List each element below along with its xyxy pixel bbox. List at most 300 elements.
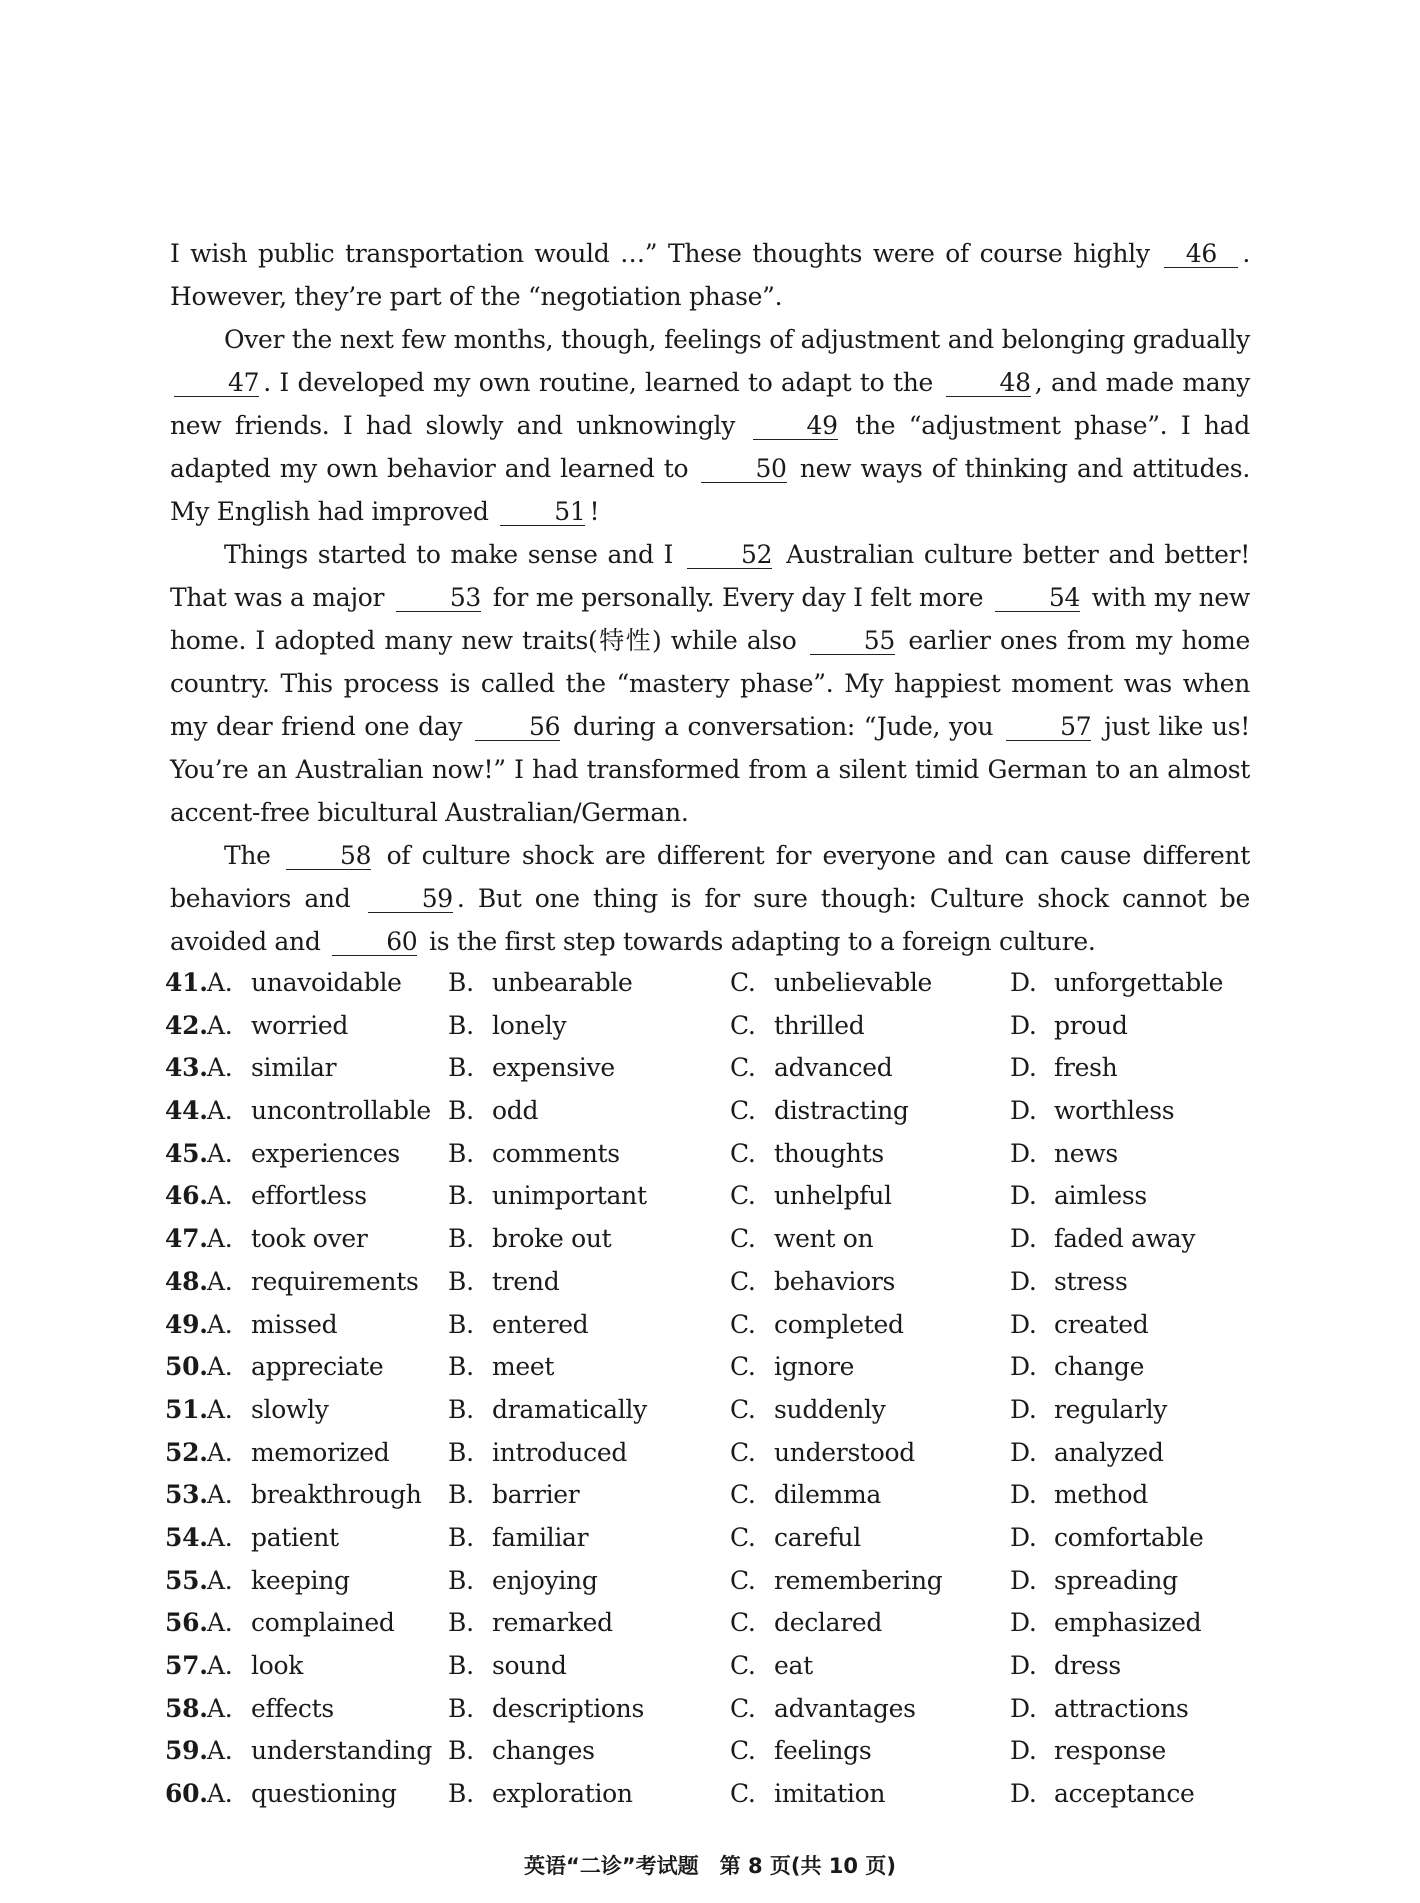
blank-54: 54 [995, 585, 1080, 612]
option-d [1010, 1736, 1166, 1765]
passage-text: , and made many new friends. I had slowly and unknowingly [170, 368, 1250, 440]
option-a [207, 1566, 350, 1595]
question-number: 54. [165, 1522, 208, 1552]
question-number: 56. [165, 1608, 208, 1638]
option-label: D. [1010, 1522, 1037, 1552]
option-label: C. [730, 1565, 756, 1595]
option-d [1010, 1053, 1117, 1082]
option-a [207, 1694, 334, 1723]
option-label: B. [448, 1010, 474, 1040]
passage-text: with my new home. I adopted many new traits(特性) while also [170, 583, 1250, 655]
option-text: analyzed [1054, 1437, 1164, 1467]
option-label: A. [207, 1010, 233, 1040]
passage-text: just like us! You’re an Australian now!” I had transformed from a silent timid German to an almost accent-free bicultural Australian/German. [170, 712, 1250, 827]
option-b [448, 1053, 615, 1082]
option-a [207, 1438, 389, 1467]
option-d [1010, 1181, 1147, 1210]
option-text: look [251, 1651, 304, 1680]
option-label: A. [207, 1779, 233, 1809]
option-label: D. [1010, 1437, 1037, 1467]
option-c [730, 1694, 916, 1723]
option-a [207, 1480, 422, 1509]
question-row [165, 1608, 1265, 1651]
option-b [448, 1694, 644, 1723]
question-number: 58. [165, 1693, 208, 1723]
option-a [207, 1352, 383, 1381]
option-a [207, 1395, 329, 1424]
question-row [165, 1053, 1265, 1096]
question-number: 55. [165, 1565, 208, 1595]
option-label: D. [1010, 1693, 1037, 1723]
option-c [730, 1779, 885, 1808]
blank-50: 50 [701, 456, 786, 483]
option-label: D. [1010, 1651, 1037, 1680]
blank-56: 56 [475, 714, 560, 741]
option-text: spreading [1054, 1565, 1178, 1595]
option-c [730, 1139, 884, 1168]
option-label: D. [1010, 968, 1037, 997]
option-d [1010, 1395, 1167, 1424]
option-text: descriptions [492, 1693, 645, 1723]
option-label: C. [730, 1138, 756, 1168]
answer-options [165, 968, 1265, 1822]
option-b [448, 1438, 627, 1467]
option-d [1010, 1352, 1144, 1381]
option-text: behaviors [774, 1266, 896, 1296]
passage-text: is the first step towards adapting to a foreign culture. [421, 927, 1096, 956]
option-text: exploration [492, 1779, 633, 1809]
option-label: B. [448, 1266, 474, 1296]
option-b [448, 1310, 588, 1339]
option-text: breakthrough [251, 1480, 422, 1510]
option-text: proud [1054, 1010, 1128, 1040]
option-text: questioning [251, 1779, 397, 1809]
question-row [165, 1694, 1265, 1737]
option-label: C. [730, 1779, 756, 1809]
option-text: trend [492, 1266, 560, 1296]
option-label: D. [1010, 1053, 1037, 1083]
blank-51: 51 [500, 499, 585, 526]
option-text: distracting [774, 1096, 909, 1126]
option-d [1010, 1523, 1203, 1552]
option-text: completed [774, 1309, 904, 1339]
passage-text: of culture shock are different for everyone and can cause different behaviors and [170, 841, 1250, 913]
option-text: change [1054, 1352, 1145, 1382]
option-label: C. [730, 1352, 756, 1382]
option-d [1010, 1608, 1201, 1637]
option-text: comfortable [1054, 1522, 1204, 1552]
option-text: unhelpful [774, 1181, 892, 1211]
option-a [207, 1736, 432, 1765]
option-label: D. [1010, 1309, 1037, 1339]
question-number: 59. [165, 1736, 208, 1766]
option-label: B. [448, 1480, 474, 1510]
passage-text: . However, they’re part of the “negotiation phase”. [170, 239, 1250, 311]
option-text: unimportant [492, 1181, 647, 1211]
blank-53: 53 [396, 585, 481, 612]
option-c [730, 1395, 886, 1424]
option-c [730, 1736, 871, 1765]
option-b [448, 1181, 647, 1210]
option-text: aimless [1054, 1181, 1147, 1211]
option-d [1010, 1480, 1148, 1509]
option-text: unavoidable [251, 968, 402, 997]
option-d [1010, 1224, 1195, 1253]
question-number: 45. [165, 1138, 208, 1168]
option-d [1010, 1267, 1127, 1296]
option-text: worthless [1054, 1096, 1175, 1126]
option-a [207, 1779, 397, 1808]
passage-text: Things started to make sense and I [224, 540, 684, 569]
option-label: B. [448, 1437, 474, 1467]
option-c [730, 968, 932, 997]
option-label: A. [207, 1608, 233, 1638]
option-c [730, 1181, 892, 1210]
option-text: acceptance [1054, 1779, 1195, 1809]
option-text: advanced [774, 1053, 893, 1083]
blank-49: 49 [753, 413, 838, 440]
option-b [448, 1566, 598, 1595]
option-label: C. [730, 1480, 756, 1510]
option-text: enjoying [492, 1565, 598, 1595]
option-label: C. [730, 1224, 756, 1254]
option-label: A. [207, 1437, 233, 1467]
option-a [207, 1011, 348, 1040]
option-text: understanding [251, 1736, 433, 1766]
blank-46: 46 [1164, 241, 1238, 268]
option-label: B. [448, 1693, 474, 1723]
option-label: C. [730, 1266, 756, 1296]
option-d [1010, 1310, 1148, 1339]
question-row [165, 1011, 1265, 1054]
option-b [448, 1779, 633, 1808]
option-label: B. [448, 1651, 474, 1680]
option-label: D. [1010, 1394, 1037, 1424]
question-row [165, 1480, 1265, 1523]
option-text: attractions [1054, 1693, 1189, 1723]
option-text: experiences [251, 1138, 400, 1168]
question-row [165, 1779, 1265, 1822]
option-d [1010, 1779, 1195, 1808]
option-text: uncontrollable [251, 1096, 431, 1126]
option-text: effects [251, 1693, 334, 1723]
option-c [730, 1608, 882, 1637]
option-text: declared [774, 1608, 883, 1638]
option-label: D. [1010, 1224, 1037, 1254]
question-number: 53. [165, 1480, 208, 1510]
option-label: A. [207, 1266, 233, 1296]
option-a [207, 1267, 418, 1296]
option-c [730, 1566, 943, 1595]
option-label: B. [448, 1181, 474, 1211]
option-label: B. [448, 1522, 474, 1552]
option-label: D. [1010, 1266, 1037, 1296]
passage-text: the “adjustment phase”. I had adapted my own behavior and learned to [170, 411, 1250, 483]
option-text: careful [774, 1522, 861, 1552]
option-text: slowly [251, 1394, 329, 1424]
passage-paragraph [170, 533, 1250, 834]
option-text: requirements [251, 1266, 419, 1296]
option-label: D. [1010, 1181, 1037, 1211]
option-label: B. [448, 1309, 474, 1339]
option-b [448, 968, 633, 997]
option-label: B. [448, 1394, 474, 1424]
option-text: ignore [774, 1352, 855, 1382]
option-label: A. [207, 1565, 233, 1595]
option-b [448, 1523, 588, 1552]
option-text: thrilled [774, 1010, 865, 1040]
option-a [207, 1139, 400, 1168]
option-b [448, 1395, 647, 1424]
page-footer: 英语“二诊”考试题 第 8 页(共 10 页) [524, 1854, 896, 1878]
option-d [1010, 1651, 1121, 1680]
option-c [730, 1310, 904, 1339]
option-text: changes [492, 1736, 595, 1766]
option-text: created [1054, 1309, 1149, 1339]
option-b [448, 1224, 611, 1253]
question-row [165, 968, 1265, 1011]
blank-57: 57 [1006, 714, 1091, 741]
question-row [165, 1566, 1265, 1609]
option-a [207, 1096, 431, 1125]
question-number: 42. [165, 1010, 208, 1040]
option-text: imitation [774, 1779, 886, 1809]
option-text: emphasized [1054, 1608, 1202, 1638]
passage-paragraph [170, 232, 1250, 318]
question-number: 47. [165, 1224, 208, 1254]
option-text: eat [774, 1651, 813, 1680]
question-row [165, 1651, 1265, 1694]
option-c [730, 1053, 892, 1082]
option-label: C. [730, 1181, 756, 1211]
passage-text: The [224, 841, 283, 870]
option-text: faded away [1054, 1224, 1196, 1254]
question-row [165, 1523, 1265, 1566]
option-a [207, 1523, 339, 1552]
option-label: A. [207, 1138, 233, 1168]
question-row [165, 1736, 1265, 1779]
question-number: 57. [165, 1651, 208, 1680]
option-label: B. [448, 1608, 474, 1638]
passage-text: Over the next few months, though, feelings of adjustment and belonging gradually [224, 325, 1250, 354]
question-number: 46. [165, 1181, 208, 1211]
blank-55: 55 [810, 628, 895, 655]
option-label: A. [207, 1736, 233, 1766]
option-label: B. [448, 1224, 474, 1254]
option-text: lonely [492, 1010, 567, 1040]
option-c [730, 1224, 873, 1253]
option-text: stress [1054, 1266, 1128, 1296]
question-number: 41. [165, 968, 208, 997]
option-d [1010, 1694, 1189, 1723]
passage-text: ! [589, 497, 600, 526]
option-text: fresh [1054, 1053, 1118, 1083]
option-text: unforgettable [1054, 968, 1224, 997]
option-label: B. [448, 968, 474, 997]
passage-text: for me personally. Every day I felt more [485, 583, 991, 612]
cloze-passage [170, 232, 1250, 963]
option-label: A. [207, 1480, 233, 1510]
option-label: D. [1010, 1010, 1037, 1040]
option-a [207, 968, 402, 997]
option-c [730, 1438, 915, 1467]
option-label: C. [730, 1522, 756, 1552]
option-text: understood [774, 1437, 915, 1467]
passage-text: earlier ones from my home country. This process is called the “mastery phase”. My happiest moment was when my dear friend one day [170, 626, 1250, 741]
option-b [448, 1608, 613, 1637]
passage-text: I wish public transportation would …” These thoughts were of course highly [170, 239, 1161, 268]
option-text: advantages [774, 1693, 916, 1723]
option-text: feelings [774, 1736, 872, 1766]
option-label: D. [1010, 1736, 1037, 1766]
option-a [207, 1651, 303, 1680]
option-label: A. [207, 1224, 233, 1254]
option-d [1010, 1438, 1164, 1467]
option-label: B. [448, 1096, 474, 1126]
option-text: meet [492, 1352, 555, 1382]
option-label: D. [1010, 1138, 1037, 1168]
option-label: C. [730, 1096, 756, 1126]
option-b [448, 1736, 595, 1765]
option-b [448, 1352, 554, 1381]
passage-text: . I developed my own routine, learned to adapt to the [263, 368, 942, 397]
option-text: response [1054, 1736, 1166, 1766]
option-text: introduced [492, 1437, 628, 1467]
option-label: C. [730, 1309, 756, 1339]
option-text: regularly [1054, 1394, 1168, 1424]
option-text: sound [492, 1651, 567, 1680]
blank-58: 58 [286, 843, 371, 870]
option-label: B. [448, 1352, 474, 1382]
option-text: remembering [774, 1565, 943, 1595]
option-text: missed [251, 1309, 338, 1339]
question-number: 60. [165, 1779, 208, 1809]
option-text: thoughts [774, 1138, 884, 1168]
option-b [448, 1096, 538, 1125]
option-a [207, 1053, 336, 1082]
option-c [730, 1096, 909, 1125]
option-text: remarked [492, 1608, 613, 1638]
question-row [165, 1096, 1265, 1139]
passage-text: during a conversation: “Jude, you [564, 712, 1003, 741]
option-text: unbelievable [774, 968, 933, 997]
option-b [448, 1267, 559, 1296]
option-label: A. [207, 1096, 233, 1126]
option-d [1010, 1566, 1178, 1595]
question-number: 43. [165, 1053, 208, 1083]
question-row [165, 1352, 1265, 1395]
option-d [1010, 968, 1223, 997]
option-b [448, 1480, 579, 1509]
option-text: expensive [492, 1053, 615, 1083]
option-text: news [1054, 1138, 1118, 1168]
question-number: 44. [165, 1096, 208, 1126]
option-label: A. [207, 1352, 233, 1382]
option-label: B. [448, 1053, 474, 1083]
option-text: unbearable [492, 968, 633, 997]
option-text: familiar [492, 1522, 589, 1552]
option-a [207, 1181, 367, 1210]
question-row [165, 1438, 1265, 1481]
option-text: comments [492, 1138, 620, 1168]
option-text: took over [251, 1224, 368, 1254]
option-text: went on [774, 1224, 874, 1254]
question-row [165, 1395, 1265, 1438]
passage-text: new ways of thinking and attitudes. My English had improved [170, 454, 1250, 526]
option-text: method [1054, 1480, 1148, 1510]
option-b [448, 1139, 620, 1168]
question-row [165, 1224, 1265, 1267]
option-label: A. [207, 968, 233, 997]
option-label: D. [1010, 1352, 1037, 1382]
option-label: D. [1010, 1565, 1037, 1595]
option-d [1010, 1096, 1174, 1125]
option-label: B. [448, 1736, 474, 1766]
option-text: memorized [251, 1437, 390, 1467]
option-label: C. [730, 1651, 756, 1680]
option-text: dress [1054, 1651, 1121, 1680]
question-number: 48. [165, 1266, 208, 1296]
option-label: C. [730, 1394, 756, 1424]
option-label: B. [448, 1565, 474, 1595]
option-text: keeping [251, 1565, 350, 1595]
option-text: effortless [251, 1181, 367, 1211]
option-label: C. [730, 1053, 756, 1083]
option-text: patient [251, 1522, 339, 1552]
option-b [448, 1651, 567, 1680]
option-label: C. [730, 968, 756, 997]
option-label: D. [1010, 1480, 1037, 1510]
option-b [448, 1011, 566, 1040]
question-row [165, 1310, 1265, 1353]
option-label: C. [730, 1736, 756, 1766]
option-label: D. [1010, 1608, 1037, 1638]
passage-text: Australian culture better and better! That was a major [170, 540, 1250, 612]
option-label: A. [207, 1394, 233, 1424]
option-label: A. [207, 1693, 233, 1723]
question-number: 50. [165, 1352, 208, 1382]
option-label: D. [1010, 1779, 1037, 1809]
option-text: appreciate [251, 1352, 384, 1382]
option-label: A. [207, 1053, 233, 1083]
question-row [165, 1181, 1265, 1224]
question-row [165, 1267, 1265, 1310]
option-label: A. [207, 1309, 233, 1339]
option-c [730, 1011, 864, 1040]
option-text: suddenly [774, 1394, 886, 1424]
option-d [1010, 1011, 1128, 1040]
option-text: worried [251, 1010, 349, 1040]
option-text: broke out [492, 1224, 612, 1254]
passage-paragraph [170, 318, 1250, 533]
blank-47: 47 [174, 370, 259, 397]
blank-48: 48 [946, 370, 1031, 397]
option-c [730, 1480, 881, 1509]
question-row [165, 1139, 1265, 1182]
blank-60: 60 [332, 929, 417, 956]
passage-text: . But one thing is for sure though: Culture shock cannot be avoided and [170, 884, 1250, 956]
option-label: B. [448, 1138, 474, 1168]
option-a [207, 1310, 337, 1339]
option-label: C. [730, 1010, 756, 1040]
blank-59: 59 [368, 886, 453, 913]
option-text: complained [251, 1608, 395, 1638]
option-label: B. [448, 1779, 474, 1809]
option-text: barrier [492, 1480, 580, 1510]
option-label: C. [730, 1608, 756, 1638]
passage-paragraph [170, 834, 1250, 963]
blank-52: 52 [687, 542, 772, 569]
